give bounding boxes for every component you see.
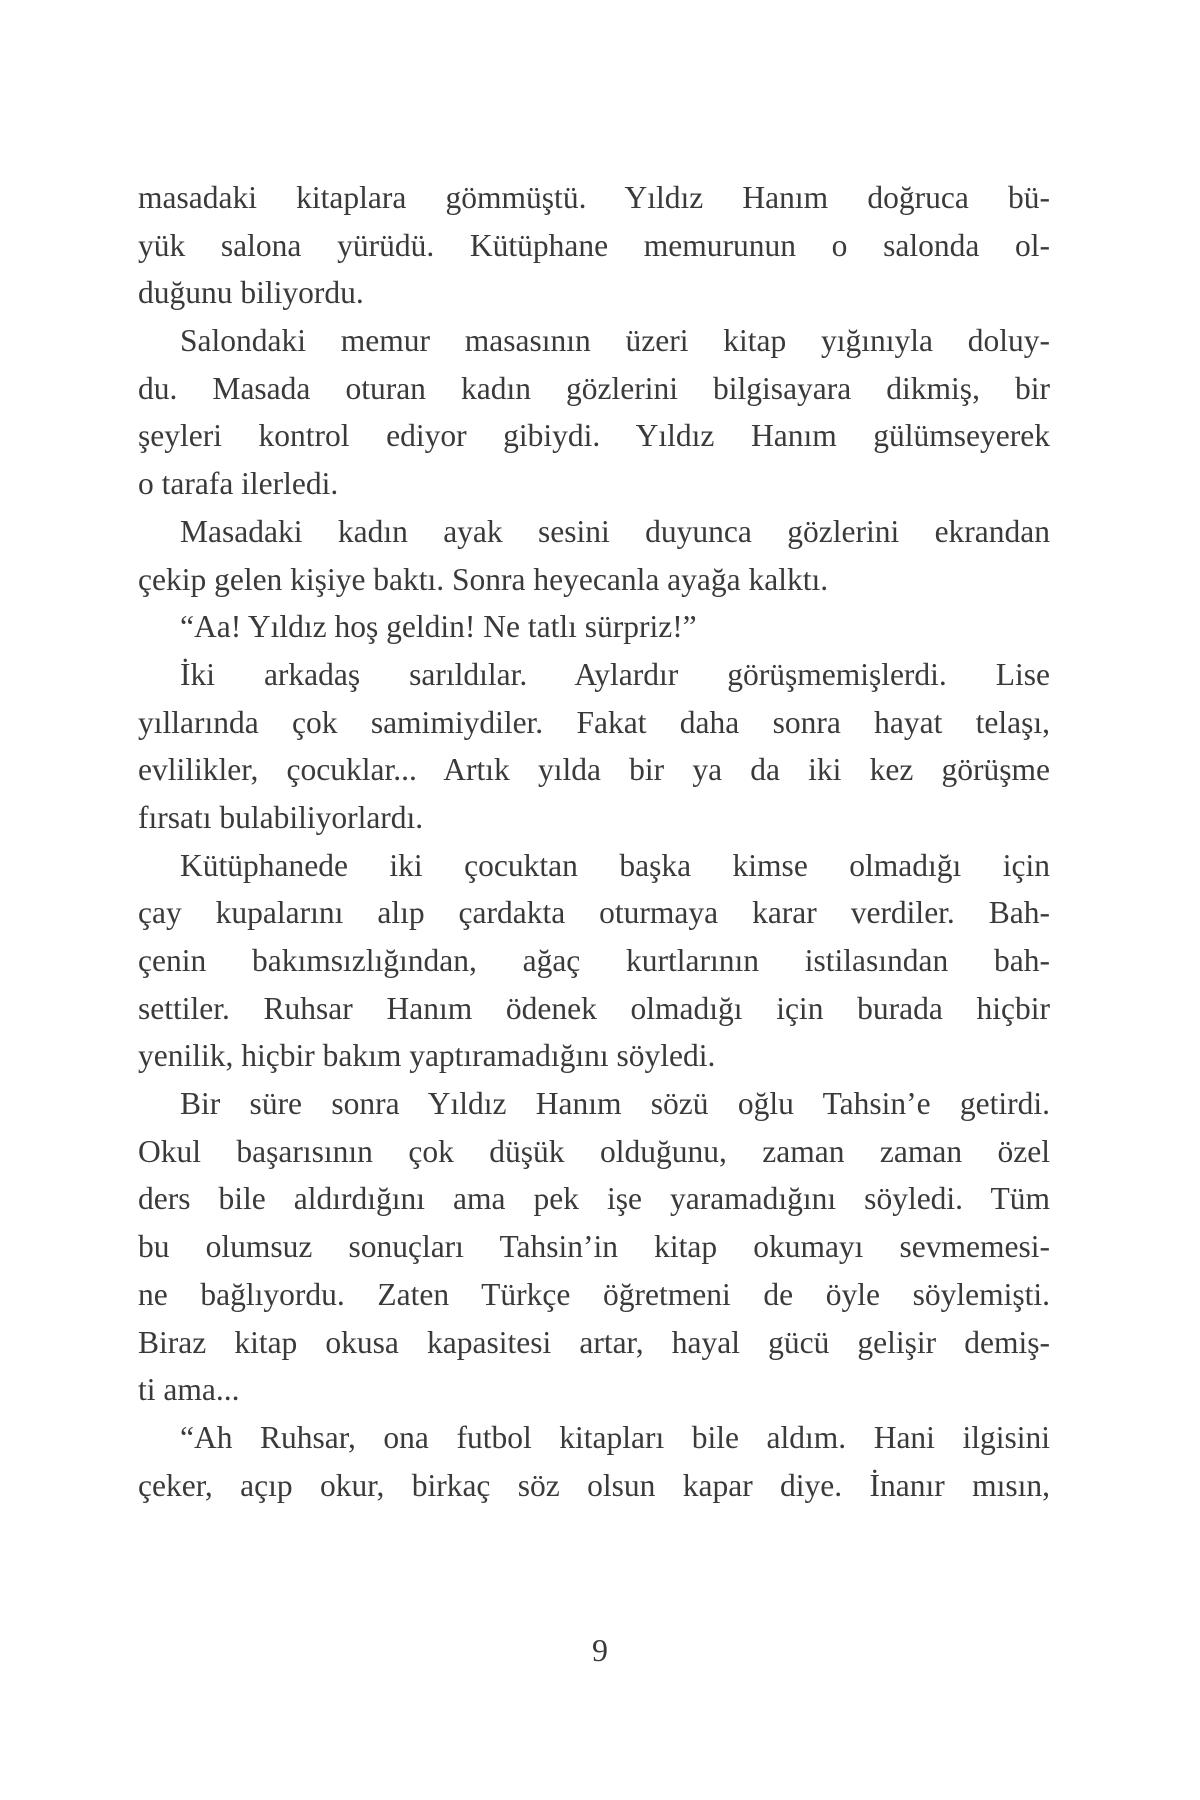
text-line: yenilik, hiçbir bakım yaptıramadığını söyledi. <box>138 1038 716 1074</box>
text-line: ti ama... <box>138 1372 240 1408</box>
text-line: yük salona yürüdü. Kütüphane memurunun o salonda ol- <box>138 227 1050 263</box>
text-line: şeyleri kontrol ediyor gibiydi. Yıldız Hanım gülümseyerek <box>138 418 1050 454</box>
text-line: evlilikler, çocuklar... Artık yılda bir ya da iki kez görüşme <box>138 752 1050 788</box>
text-line: çay kupalarını alıp çardakta oturmaya karar verdiler. Bah- <box>138 895 1050 931</box>
text-line: Okul başarısının çok düşük olduğunu, zaman zaman özel <box>138 1133 1050 1169</box>
body-text <box>138 174 1050 1509</box>
text-line: yıllarında çok samimiydiler. Fakat daha sonra hayat telaşı, <box>138 704 1050 740</box>
text-line: “Aa! Yıldız hoş geldin! Ne tatlı sürpriz!” <box>180 609 697 645</box>
text-line: duğunu biliyordu. <box>138 275 364 311</box>
text-line: çeker, açıp okur, birkaç söz olsun kapar diye. İnanır mısın, <box>138 1467 1050 1503</box>
text-line: masadaki kitaplara gömmüştü. Yıldız Hanım doğruca bü- <box>138 180 1050 215</box>
text-line: Biraz kitap okusa kapasitesi artar, hayal gücü gelişir demiş- <box>138 1324 1050 1360</box>
text-line: Masadaki kadın ayak sesini duyunca gözlerini ekrandan <box>180 513 1050 549</box>
text-line: o tarafa ilerledi. <box>138 466 339 502</box>
text-line: settiler. Ruhsar Hanım ödenek olmadığı için burada hiçbir <box>138 990 1050 1026</box>
text-line: fırsatı bulabiliyorlardı. <box>138 799 424 835</box>
text-line: ders bile aldırdığını ama pek işe yaramadığını söyledi. Tüm <box>138 1181 1050 1217</box>
text-line: çenin bakımsızlığından, ağaç kurtlarının istilasından bah- <box>138 943 1050 978</box>
text-line: Kütüphanede iki çocuktan başka kimse olmadığı için <box>180 847 1050 883</box>
text-line: du. Masada oturan kadın gözlerini bilgisayara dikmiş, bir <box>138 370 1050 406</box>
text-line: “Ah Ruhsar, ona futbol kitapları bile aldım. Hani ilgisini <box>180 1419 1050 1455</box>
text-line: ne bağlıyordu. Zaten Türkçe öğretmeni de öyle söylemişti. <box>138 1276 1050 1312</box>
page-number: 9 <box>592 1632 608 1668</box>
text-line: çekip gelen kişiye baktı. Sonra heyecanla ayağa kalktı. <box>138 561 829 597</box>
text-line: Bir süre sonra Yıldız Hanım sözü oğlu Tahsin’e getirdi. <box>180 1086 1050 1122</box>
text-line: bu olumsuz sonuçları Tahsin’in kitap okumayı sevmemesi- <box>138 1229 1050 1265</box>
text-line: Salondaki memur masasının üzeri kitap yığınıyla doluy- <box>180 323 1050 359</box>
text-line: İki arkadaş sarıldılar. Aylardır görüşmemişlerdi. Lise <box>180 656 1050 692</box>
